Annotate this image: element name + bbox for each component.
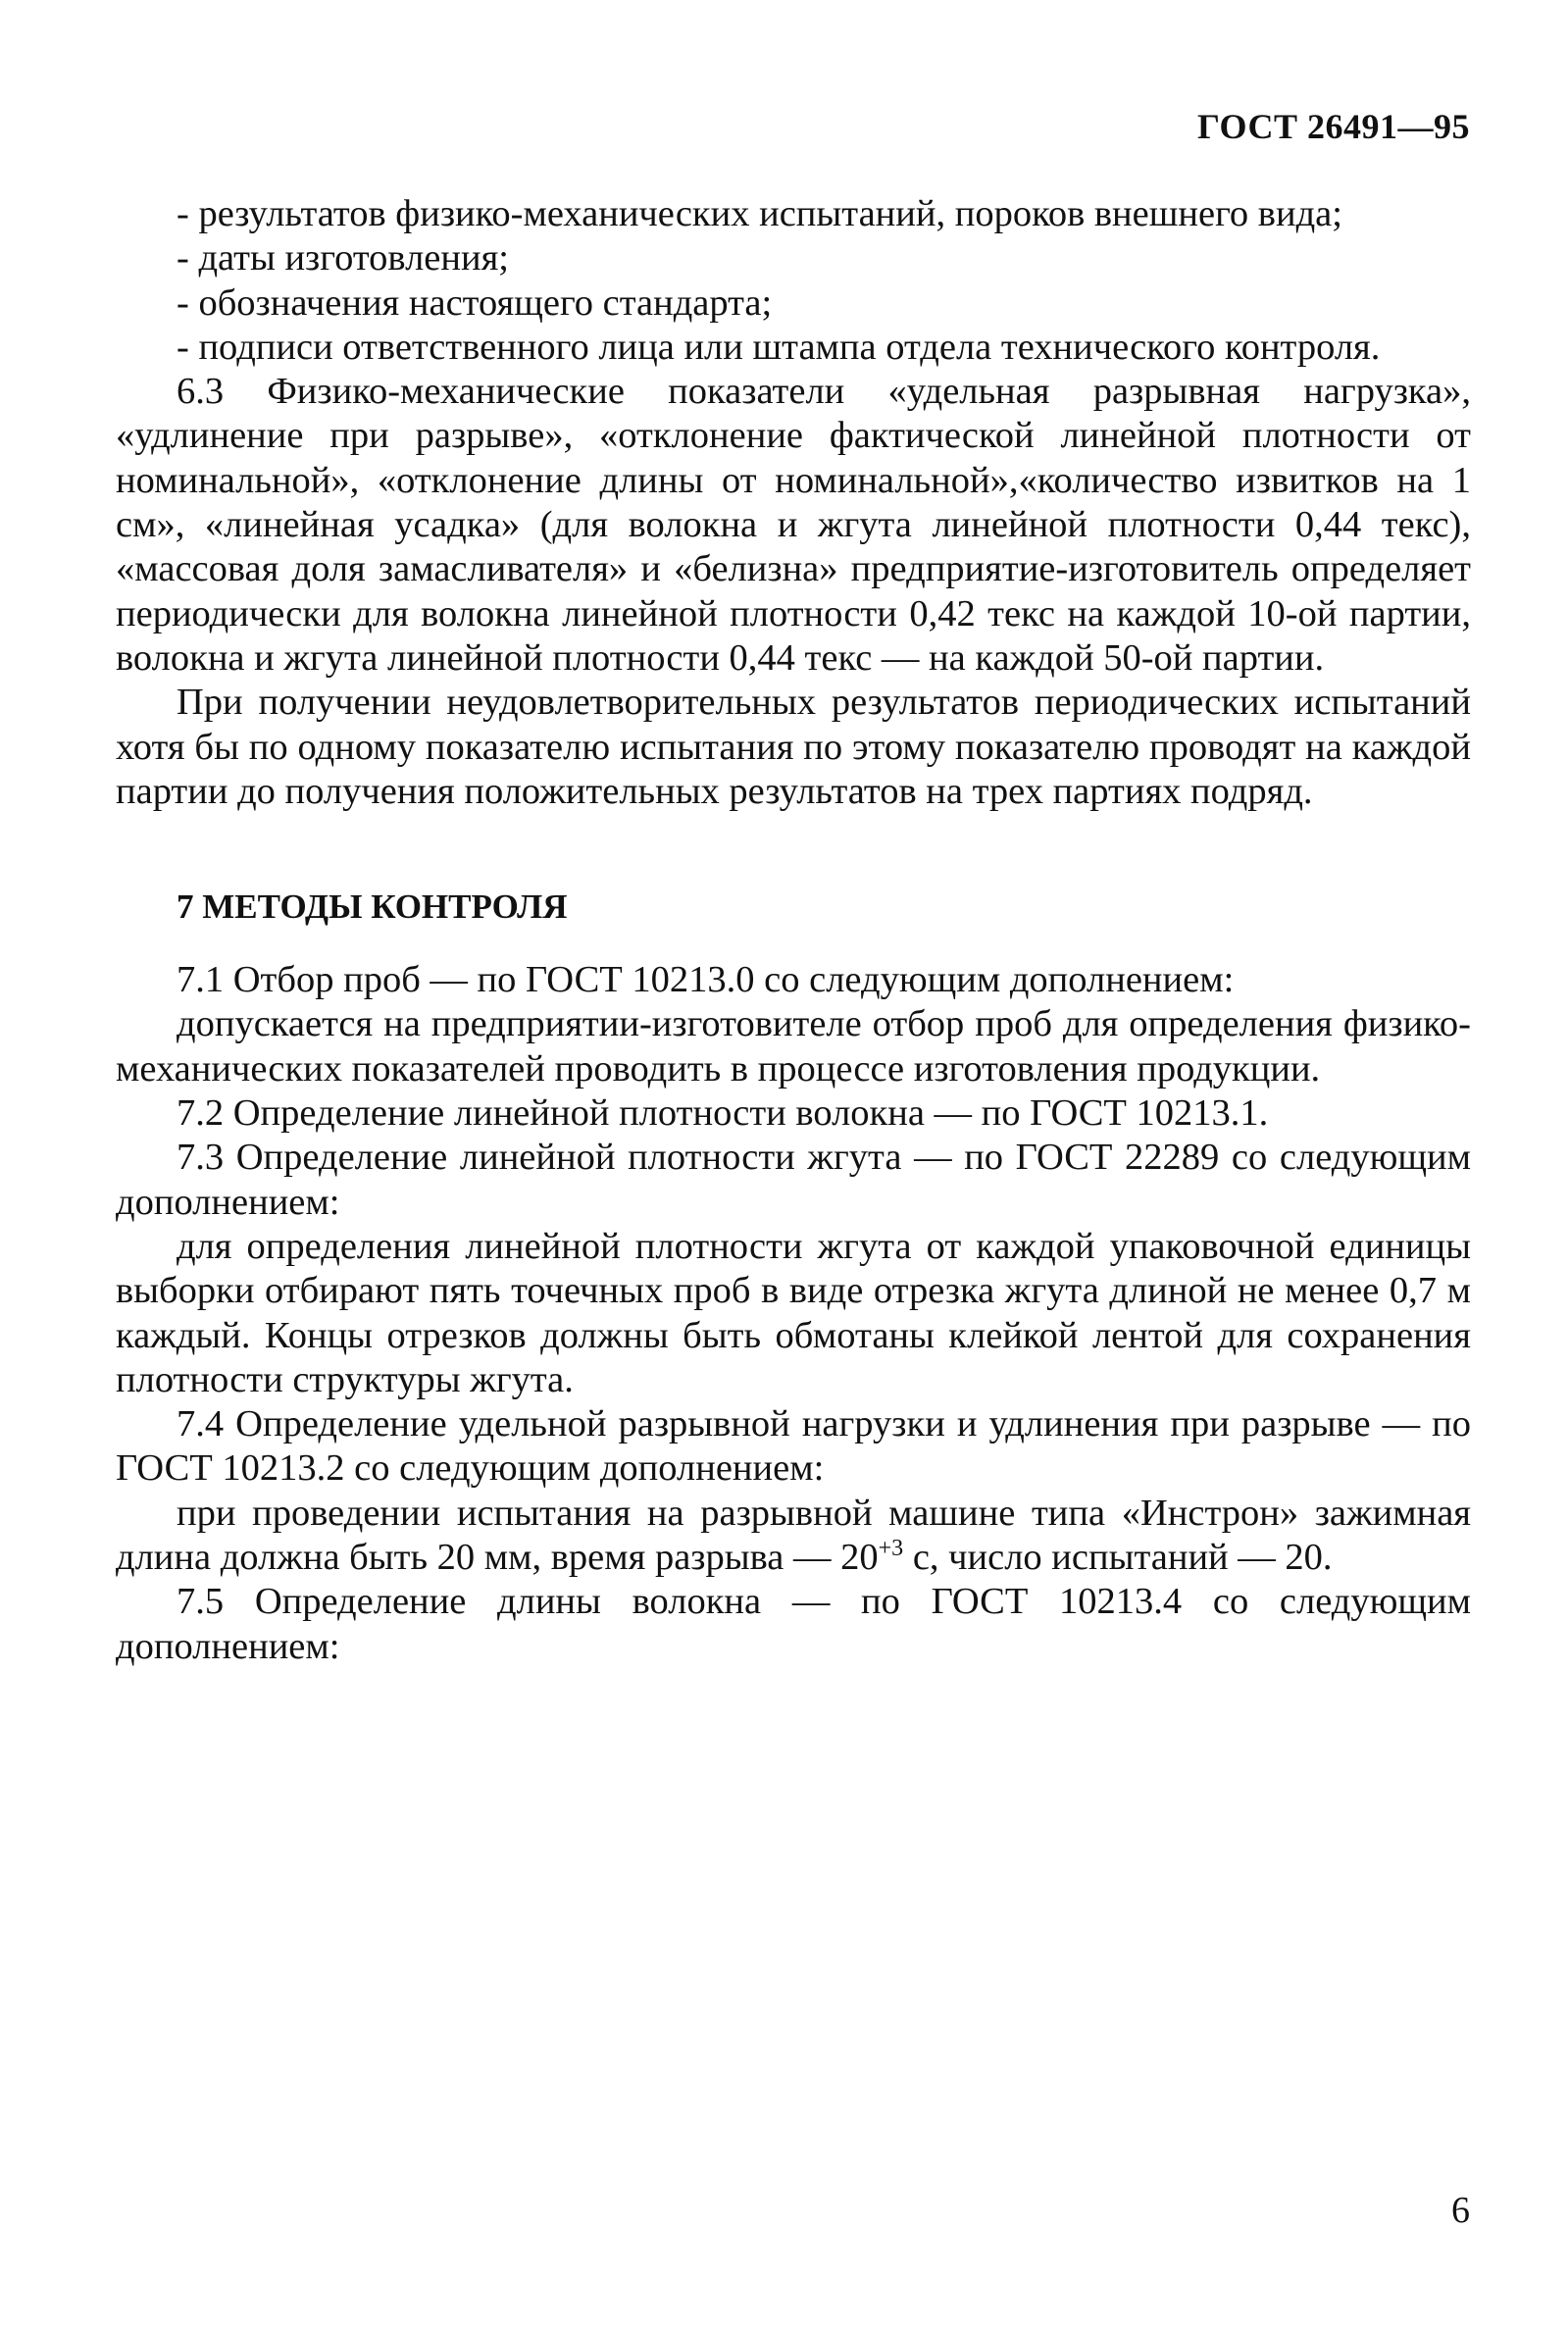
paragraph-6-3-continuation: При получении неудовлетворительных результатов периодических испытаний хотя бы по одному показателю испытания по этому показателю проводят на каждой партии до получения положительных результатов на трех партиях подряд. [116,682,1471,812]
paragraph-7-1-continuation: допускается на предприятии-изготовителе отбор проб для определения физико-механических показателей проводить в процессе изготовления продукции. [116,1003,1471,1089]
paragraph-6-3: 6.3 Физико-механические показатели «удельная разрывная нагрузка», «удлинение при разрыве», «отклонение фактической линейной плотности от номинальной», «отклонение длины от номинальной»,«количество извитков на 1 см», «линейная усадка» (для волокна и жгута линейной плотности 0,44 текс), «массовая доля замасливателя» и «белизна» предприятие-изготовитель определяет периодически для волокна линейной плотности 0,42 текс на каждой 10-ой партии, волокна и жгута линейной плотности 0,44 текс — на каждой 50-ой партии. [116,371,1471,679]
time-tolerance-superscript: +3 [878,1536,904,1562]
paragraph-7-1: 7.1 Отбор проб — по ГОСТ 10213.0 со следующим дополнением: [177,959,1235,1001]
paragraph-7-5: 7.5 Определение длины волокна — по ГОСТ 10213.4 со следующим дополнением: [116,1581,1471,1667]
document-body [116,192,1471,1669]
paragraph-7-4-text-part1: при проведении испытания на разрывной машине типа «Инстрон» зажимная длина должна быть 20 мм, время разрыва — 20 [116,1492,1471,1579]
paragraph-7-4: 7.4 Определение удельной разрывной нагрузки и удлинения при разрыве — по ГОСТ 10213.2 со следующим дополнением: [116,1403,1471,1490]
list-item-signature: - подписи ответственного лица или штампа отдела технического контроля. [177,326,1381,368]
list-item-standard-designation: - обозначения настоящего стандарта; [177,281,773,324]
paragraph-7-3-continuation: для определения линейной плотности жгута от каждой упаковочной единицы выборки отбирают пять точечных проб в виде отрезка жгута длиной не менее 0,7 м каждый. Концы отрезков должны быть обмотаны клейкой лентой для сохранения плотности структуры жгута. [116,1225,1471,1400]
list-item-manufacture-date: - даты изготовления; [177,237,509,279]
paragraph-7-4-continuation [116,1492,1471,1581]
list-item-test-results: - результатов физико-механических испытаний, пороков внешнего вида; [177,193,1342,234]
section-title-control-methods: 7 МЕТОДЫ КОНТРОЛЯ [177,887,568,927]
paragraph-7-4-text-part2: с, число испытаний — 20. [903,1537,1333,1579]
paragraph-7-2: 7.2 Определение линейной плотности волокна — по ГОСТ 10213.1. [177,1092,1269,1135]
paragraph-7-3: 7.3 Определение линейной плотности жгута — по ГОСТ 22289 со следующим дополнением: [116,1137,1471,1223]
page-header-standard: ГОСТ 26491—95 [1197,107,1470,146]
page-number: 6 [1451,2190,1470,2231]
